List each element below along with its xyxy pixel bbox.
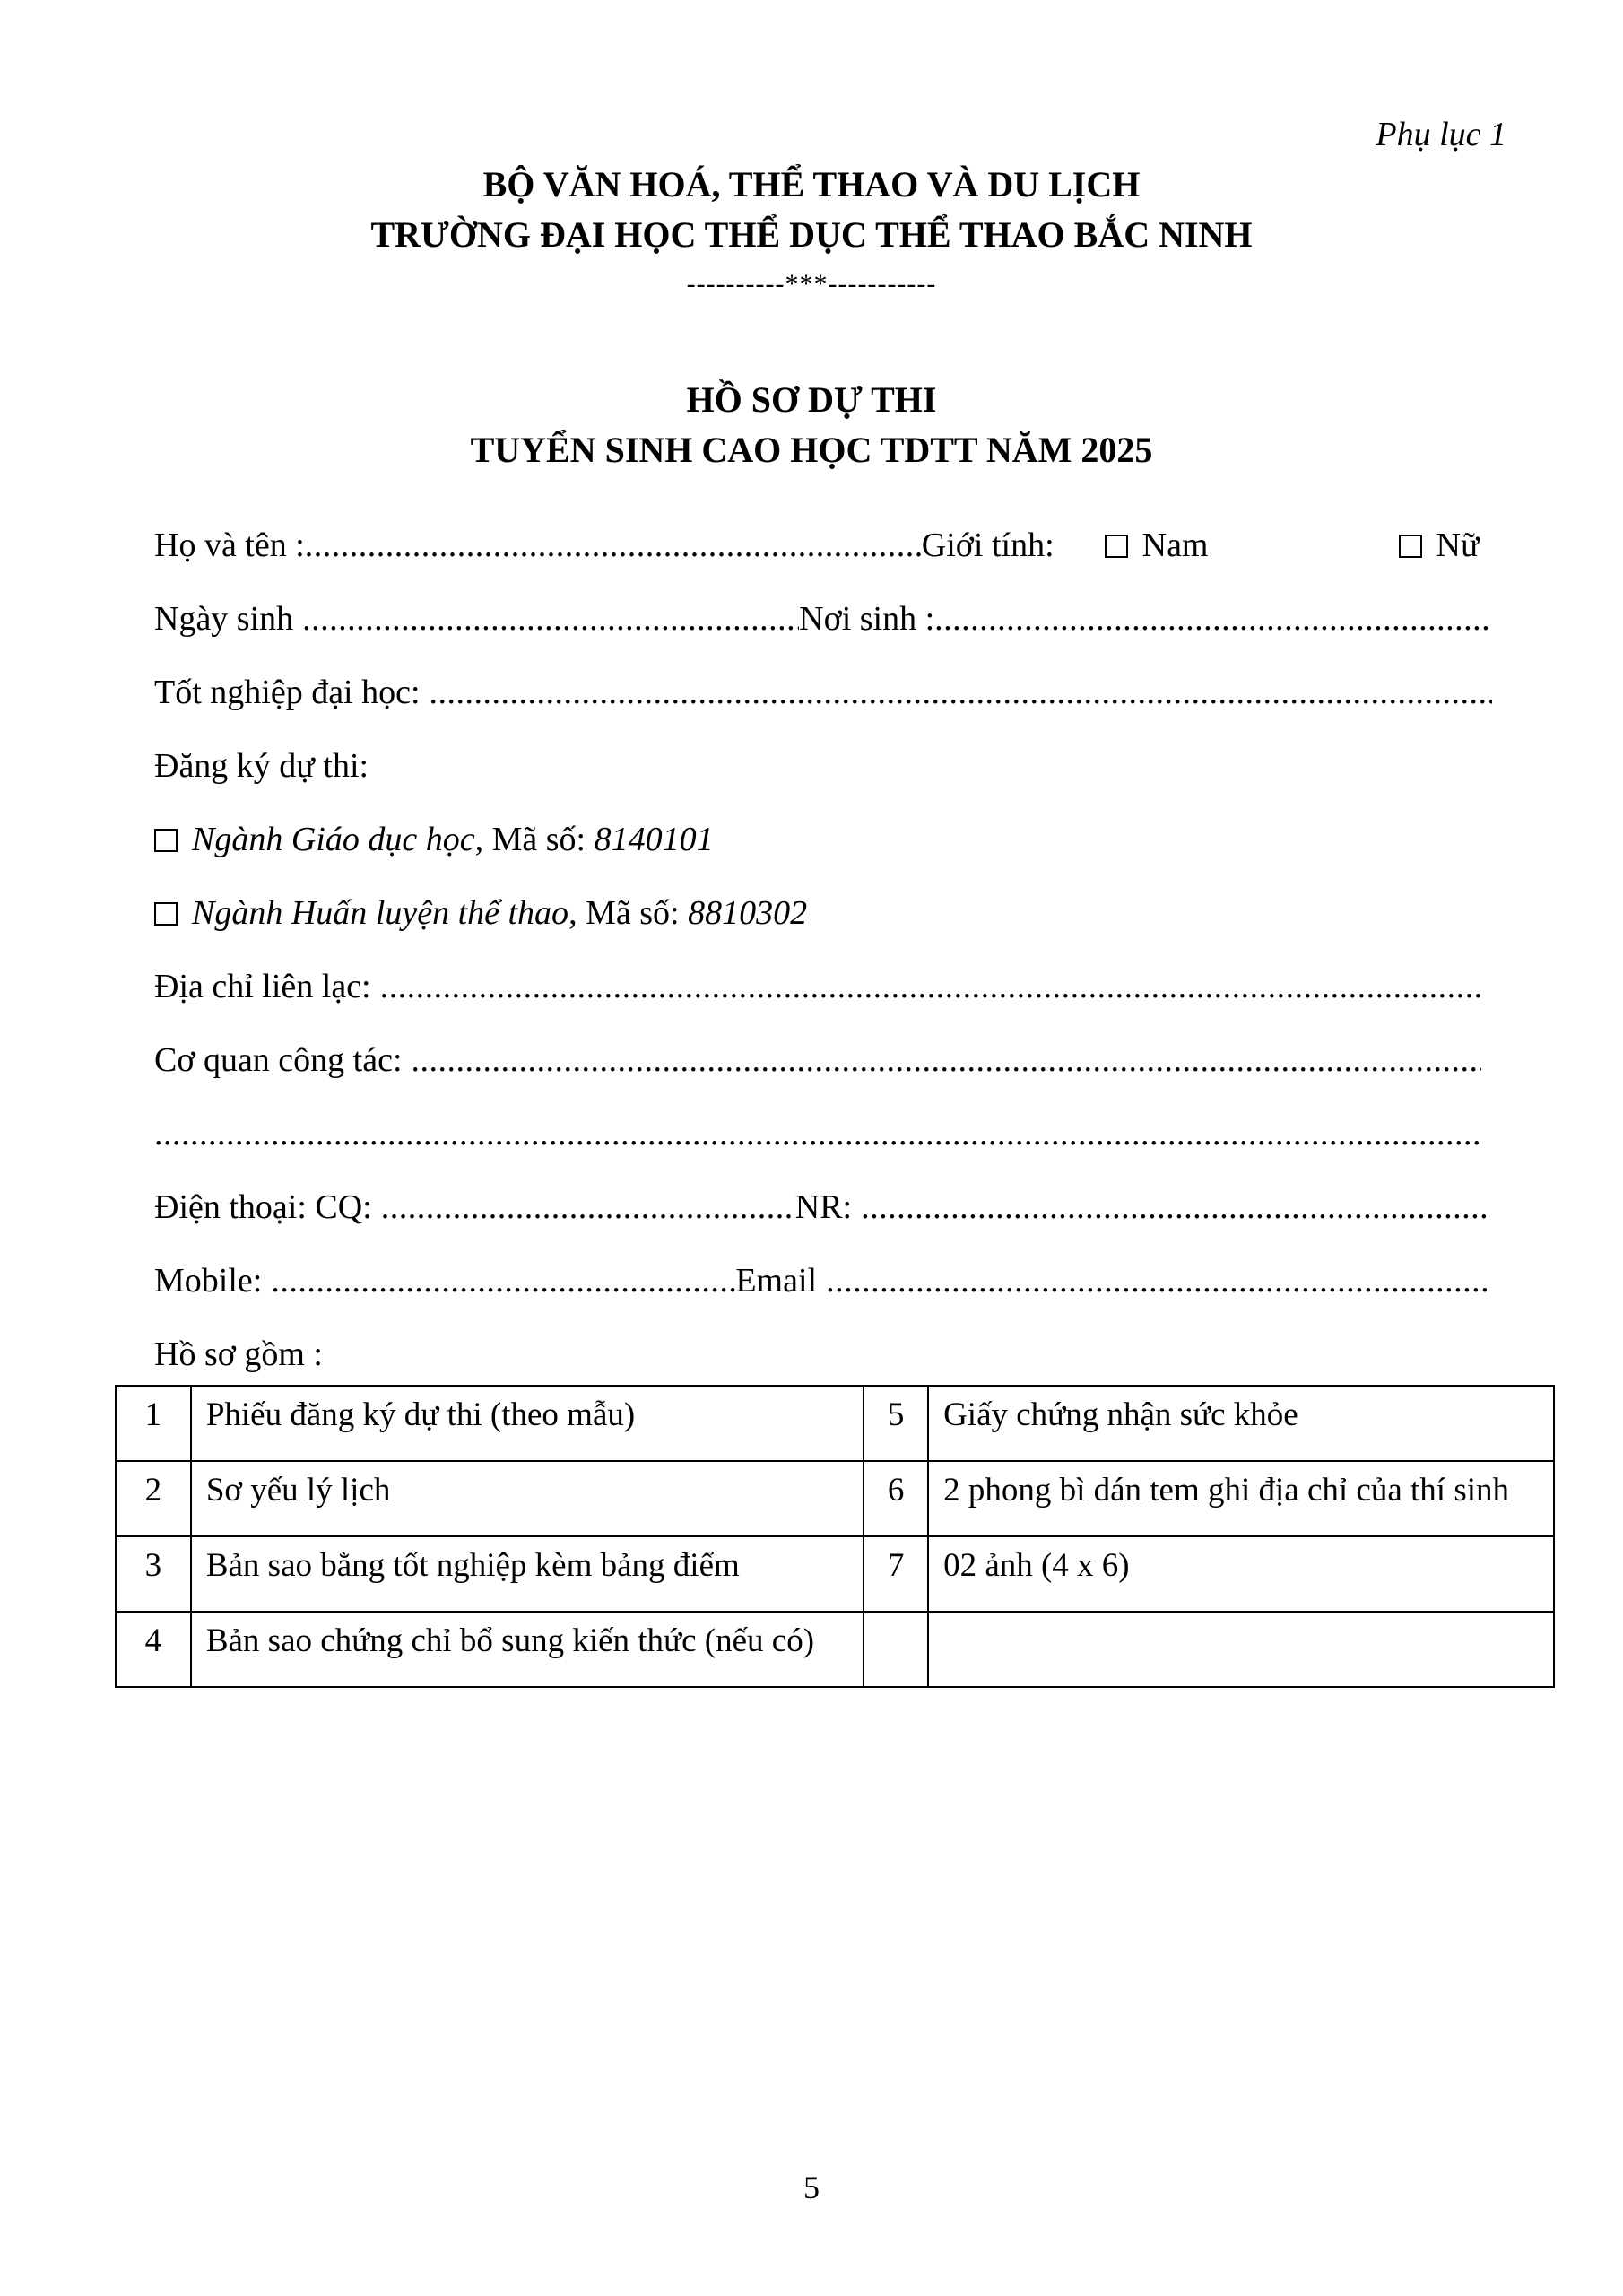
mobile-blank[interactable] bbox=[262, 1261, 735, 1300]
phone-home-blank[interactable] bbox=[852, 1187, 1490, 1227]
pob-label: Nơi sinh : bbox=[799, 600, 935, 638]
major-1-code-label: , Mã số: bbox=[474, 821, 595, 858]
address-label: Địa chỉ liên lạc: bbox=[154, 968, 371, 1005]
doc-item: Bản sao chứng chỉ bổ sung kiến thức (nếu có) bbox=[191, 1612, 864, 1687]
ministry-heading: BỘ VĂN HOÁ, THỂ THAO VÀ DU LỊCH bbox=[482, 164, 1141, 204]
phone-office-blank[interactable] bbox=[372, 1187, 795, 1227]
full-name-row bbox=[154, 526, 1481, 565]
major-1-checkbox[interactable] bbox=[154, 829, 178, 852]
doc-item: Sơ yếu lý lịch bbox=[191, 1461, 864, 1536]
birth-row bbox=[154, 599, 1490, 639]
documents-table bbox=[115, 1385, 1555, 1688]
major-1-name: Ngành Giáo dục học bbox=[192, 821, 475, 858]
workplace-label: Cơ quan công tác: bbox=[154, 1041, 403, 1079]
doc-number: 4 bbox=[116, 1612, 191, 1687]
table-row bbox=[116, 1386, 1554, 1461]
gender-label: Giới tính: bbox=[921, 526, 1055, 564]
doc-item: Bản sao bằng tốt nghiệp kèm bảng điểm bbox=[191, 1536, 864, 1612]
gender-male-label: Nam bbox=[1141, 526, 1209, 564]
phone-office-label: Điện thoại: CQ: bbox=[154, 1188, 372, 1226]
doc-number: 1 bbox=[116, 1386, 191, 1461]
graduated-label: Tốt nghiệp đại học: bbox=[154, 674, 421, 711]
school-heading: TRƯỜNG ĐẠI HỌC THỂ DỤC THỂ THAO BẮC NINH bbox=[370, 214, 1253, 255]
major-option-2 bbox=[154, 893, 807, 933]
doc-item: Phiếu đăng ký dự thi (theo mẫu) bbox=[191, 1386, 864, 1461]
documents-label: Hồ sơ gồm : bbox=[154, 1335, 323, 1373]
header-separator: ----------***----------- bbox=[686, 269, 937, 299]
phone-row bbox=[154, 1187, 1490, 1227]
table-row bbox=[116, 1612, 1554, 1687]
doc-number: 5 bbox=[864, 1386, 928, 1461]
doc-number: 6 bbox=[864, 1461, 928, 1536]
document-title: HỒ SƠ DỰ THI bbox=[686, 379, 937, 420]
doc-item: 02 ảnh (4 x 6) bbox=[928, 1536, 1554, 1612]
major-2-name: Ngành Huấn luyện thể thao bbox=[192, 894, 569, 932]
register-label: Đăng ký dự thi: bbox=[154, 747, 369, 785]
email-blank[interactable] bbox=[817, 1261, 1490, 1300]
graduated-blank[interactable] bbox=[421, 673, 1492, 712]
workplace-continuation-row bbox=[154, 1114, 1481, 1153]
workplace-row bbox=[154, 1040, 1481, 1080]
page-number: 5 bbox=[803, 2170, 820, 2205]
doc-number: 7 bbox=[864, 1536, 928, 1612]
doc-number: 2 bbox=[116, 1461, 191, 1536]
full-name-label: Họ và tên : bbox=[154, 526, 305, 564]
dob-label: Ngày sinh bbox=[154, 600, 294, 638]
full-name-blank[interactable] bbox=[305, 526, 922, 565]
appendix-label: Phụ lục 1 bbox=[1376, 116, 1506, 153]
major-2-code: 8810302 bbox=[688, 894, 808, 932]
phone-home-label: NR: bbox=[794, 1188, 853, 1226]
doc-item bbox=[928, 1612, 1554, 1687]
major-1-code: 8140101 bbox=[594, 821, 714, 858]
major-2-checkbox[interactable] bbox=[154, 902, 178, 926]
address-row bbox=[154, 967, 1485, 1006]
mobile-label: Mobile: bbox=[154, 1262, 263, 1300]
dob-blank[interactable] bbox=[293, 599, 799, 639]
workplace-blank[interactable] bbox=[403, 1040, 1481, 1080]
doc-number: 3 bbox=[116, 1536, 191, 1612]
email-label: Email bbox=[735, 1262, 818, 1300]
doc-number bbox=[864, 1612, 928, 1687]
major-2-code-label: , Mã số: bbox=[568, 894, 689, 932]
document-subtitle: TUYỂN SINH CAO HỌC TDTT NĂM 2025 bbox=[470, 430, 1153, 470]
mobile-email-row bbox=[154, 1261, 1490, 1300]
address-blank[interactable] bbox=[371, 967, 1485, 1006]
table-row bbox=[116, 1461, 1554, 1536]
documents-row bbox=[154, 1335, 323, 1374]
gender-male-checkbox[interactable] bbox=[1105, 535, 1128, 558]
workplace-blank-2[interactable] bbox=[154, 1114, 1481, 1153]
gender-female-checkbox[interactable] bbox=[1399, 535, 1422, 558]
pob-blank[interactable] bbox=[934, 599, 1490, 639]
register-row bbox=[154, 746, 369, 786]
doc-item: Giấy chứng nhận sức khỏe bbox=[928, 1386, 1554, 1461]
major-option-1 bbox=[154, 820, 714, 859]
graduated-row bbox=[154, 673, 1492, 712]
gender-female-label: Nữ bbox=[1436, 526, 1480, 564]
doc-item: 2 phong bì dán tem ghi địa chỉ của thí sinh bbox=[928, 1461, 1554, 1536]
table-row bbox=[116, 1536, 1554, 1612]
